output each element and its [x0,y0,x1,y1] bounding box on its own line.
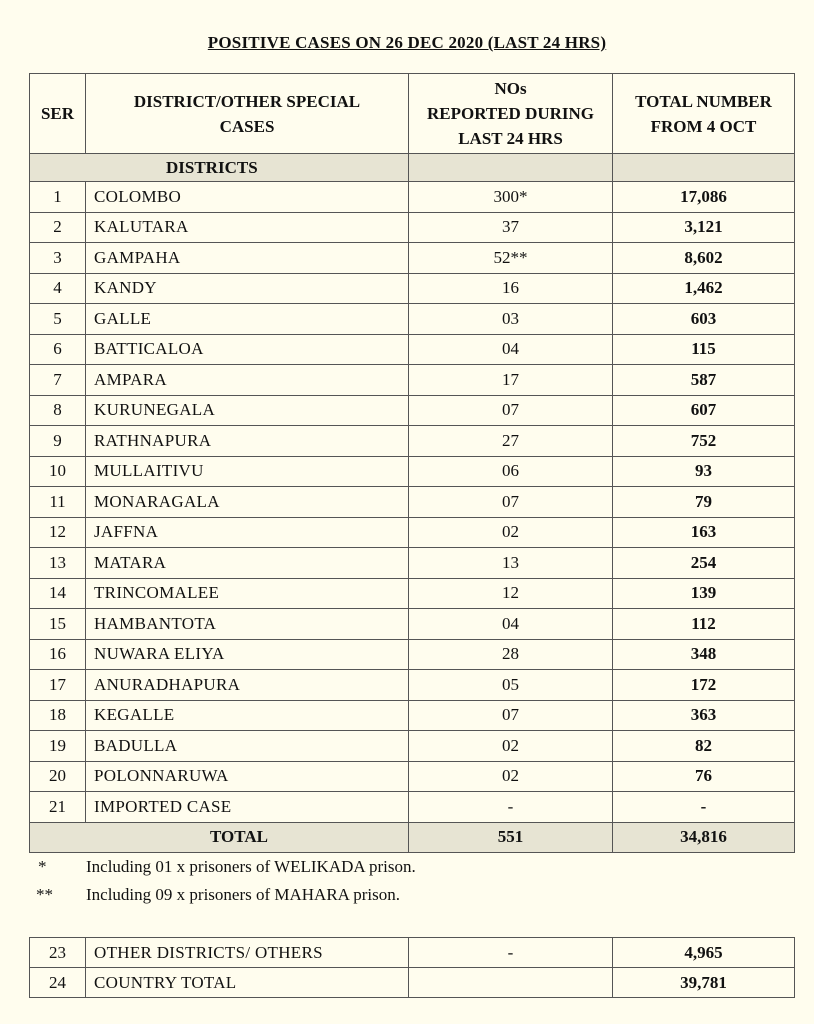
table-row [30,395,795,426]
row-ser: 3 [30,243,86,274]
row-ser: 17 [30,670,86,701]
row-district-name: MONARAGALA [86,487,409,518]
page-title: POSITIVE CASES ON 26 DEC 2020 (LAST 24 HRS) [207,33,607,52]
row-total-since-oct: 254 [613,548,795,579]
table-row [30,761,795,792]
row-ser: 1 [30,182,86,213]
row-ser: 19 [30,731,86,762]
section-empty-cell [409,154,613,182]
row-total-since-oct: 82 [613,731,795,762]
row-reported-24h [409,968,613,998]
row-reported-24h: 07 [409,395,613,426]
row-total-since-oct: 607 [613,395,795,426]
row-reported-24h: 07 [409,487,613,518]
row-district-name: JAFFNA [86,517,409,548]
header-reported-line3: LAST 24 HRS [458,129,563,148]
table-row [30,968,795,998]
total-label: TOTAL [30,822,409,853]
table-row [30,365,795,396]
row-reported-24h: 16 [409,273,613,304]
row-reported-24h: 13 [409,548,613,579]
row-total-since-oct: 172 [613,670,795,701]
row-reported-24h: 03 [409,304,613,335]
section-empty-cell [613,154,795,182]
table-row [30,517,795,548]
row-district-name: BADULLA [86,731,409,762]
row-district-name: KEGALLE [86,700,409,731]
row-reported-24h: 02 [409,731,613,762]
row-district-name: KANDY [86,273,409,304]
row-reported-24h: 04 [409,334,613,365]
cases-table [29,73,795,853]
row-district-name: GAMPAHA [86,243,409,274]
row-ser: 23 [30,938,86,968]
row-total-since-oct: 39,781 [613,968,795,998]
row-ser: 6 [30,334,86,365]
row-total-since-oct: 79 [613,487,795,518]
header-row [30,74,795,154]
table-row [30,639,795,670]
row-ser: 20 [30,761,86,792]
table-row [30,548,795,579]
row-total-since-oct: 17,086 [613,182,795,213]
table-row [30,243,795,274]
row-total-since-oct: 348 [613,639,795,670]
footnote-text: Including 01 x prisoners of WELIKADA prison. [86,857,416,876]
row-total-since-oct: 163 [613,517,795,548]
header-district [86,74,409,154]
row-district-name: RATHNAPURA [86,426,409,457]
row-district-name: COUNTRY TOTAL [86,968,409,998]
row-district-name: GALLE [86,304,409,335]
row-reported-24h: 28 [409,639,613,670]
row-reported-24h: - [409,792,613,823]
row-reported-24h: 37 [409,212,613,243]
row-ser: 2 [30,212,86,243]
table-row [30,273,795,304]
row-reported-24h: 02 [409,761,613,792]
row-reported-24h: - [409,938,613,968]
row-total-since-oct: 363 [613,700,795,731]
row-ser: 16 [30,639,86,670]
footnote-mark: ** [36,885,53,904]
table-row [30,700,795,731]
row-total-since-oct: 752 [613,426,795,457]
row-total-since-oct: 603 [613,304,795,335]
row-district-name: OTHER DISTRICTS/ OTHERS [86,938,409,968]
row-district-name: NUWARA ELIYA [86,639,409,670]
table-row [30,334,795,365]
table-row [30,578,795,609]
row-ser: 14 [30,578,86,609]
row-total-since-oct: 112 [613,609,795,640]
table-row [30,426,795,457]
row-total-since-oct: - [613,792,795,823]
header-total [613,74,795,154]
row-ser: 12 [30,517,86,548]
table-row [30,304,795,335]
table-row [30,182,795,213]
row-district-name: ANURADHAPURA [86,670,409,701]
row-ser: 24 [30,968,86,998]
row-total-since-oct: 1,462 [613,273,795,304]
row-ser: 21 [30,792,86,823]
row-district-name: IMPORTED CASE [86,792,409,823]
row-reported-24h: 04 [409,609,613,640]
row-reported-24h: 07 [409,700,613,731]
row-reported-24h: 17 [409,365,613,396]
row-ser: 5 [30,304,86,335]
header-total-line2: FROM 4 OCT [650,116,757,136]
row-ser: 8 [30,395,86,426]
header-reported-line2: REPORTED DURING [426,104,595,123]
summary-table [29,937,795,998]
table-row [30,731,795,762]
row-district-name: KALUTARA [86,212,409,243]
table-row [30,212,795,243]
total-row [30,822,795,853]
row-district-name: KURUNEGALA [86,395,409,426]
table-row [30,792,795,823]
table-row [30,938,795,968]
table-row [30,487,795,518]
row-district-name: HAMBANTOTA [86,609,409,640]
row-ser: 7 [30,365,86,396]
section-row [30,154,795,182]
row-total-since-oct: 3,121 [613,212,795,243]
row-district-name: MULLAITIVU [86,456,409,487]
row-district-name: POLONNARUWA [86,761,409,792]
row-total-since-oct: 93 [613,456,795,487]
row-ser: 15 [30,609,86,640]
row-reported-24h: 300* [409,182,613,213]
row-total-since-oct: 76 [613,761,795,792]
header-reported [409,74,613,154]
row-ser: 9 [30,426,86,457]
row-total-since-oct: 587 [613,365,795,396]
row-reported-24h: 27 [409,426,613,457]
row-ser: 18 [30,700,86,731]
row-total-since-oct: 4,965 [613,938,795,968]
row-total-since-oct: 8,602 [613,243,795,274]
section-label: DISTRICTS [30,154,409,182]
row-district-name: TRINCOMALEE [86,578,409,609]
row-reported-24h: 06 [409,456,613,487]
table-row [30,670,795,701]
header-reported-line1: NOs [494,79,527,98]
row-total-since-oct: 139 [613,578,795,609]
row-district-name: COLOMBO [86,182,409,213]
header-district-line1: DISTRICT/OTHER SPECIAL [133,91,361,111]
row-reported-24h: 12 [409,578,613,609]
row-district-name: BATTICALOA [86,334,409,365]
total-since-oct: 34,816 [613,822,795,853]
row-ser: 10 [30,456,86,487]
row-district-name: AMPARA [86,365,409,396]
total-reported-24h: 551 [409,822,613,853]
row-reported-24h: 02 [409,517,613,548]
footnote-mark: * [38,857,47,876]
footnote-text: Including 09 x prisoners of MAHARA prison. [86,885,401,904]
header-ser: SER [30,74,86,154]
table-row [30,456,795,487]
row-ser: 4 [30,273,86,304]
row-district-name: MATARA [86,548,409,579]
row-ser: 13 [30,548,86,579]
table-row [30,609,795,640]
header-district-line2: CASES [219,116,275,136]
row-reported-24h: 52** [409,243,613,274]
row-ser: 11 [30,487,86,518]
row-total-since-oct: 115 [613,334,795,365]
row-reported-24h: 05 [409,670,613,701]
header-total-line1: TOTAL NUMBER [635,91,772,111]
